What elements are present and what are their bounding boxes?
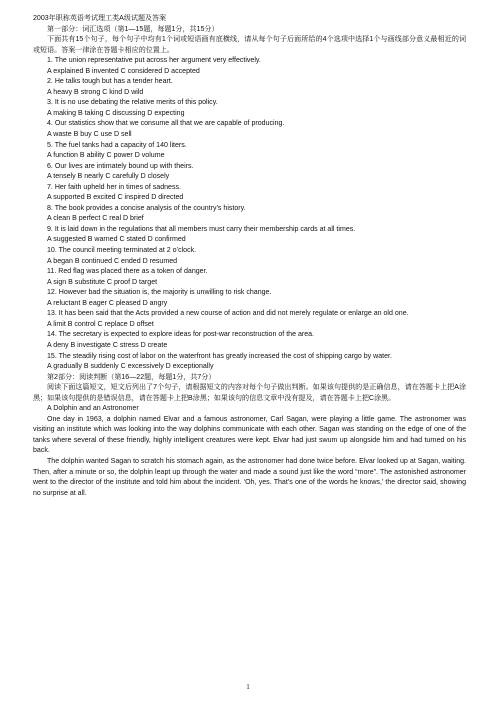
question-stem: 15. The steadily rising cost of labor on the waterfront has greatly increased the cost of shipping cargo by water. — [47, 352, 392, 360]
question-options: A tensely B nearly C carefully D closely — [47, 173, 170, 181]
question-options: A suggested B warned C stated D confirmed — [47, 236, 186, 244]
question-options: A reluctant B eager C pleased D angry — [47, 299, 168, 307]
passage-paragraph: The dolphin wanted Sagan to scratch his stomach again, as the astronomer had done twice before. Elvar looked up at Sagan, waiting. Then, after a minute or so, the dolphin leapt up through the water and made a sound just like the word “more”. The astonished astronomer went to the director of the institute and told him about the incident. ‘Oh, yes. That’s one of the words he knows,’ the director said, showing no surprise at all. — [33, 457, 466, 497]
question-stem: 8. The book provides a concise analysis of the country’s history. — [47, 204, 246, 212]
question-stem: 13. It has been said that the Acts provided a new course of action and did not merely regulate or enlarge an old one. — [47, 310, 409, 318]
question-stem: 9. It is laid down in the regulations that all members must carry their membership cards at all times. — [47, 225, 356, 233]
question-list — [33, 56, 466, 372]
question-options: A making B taking C discussing D expecting — [47, 109, 185, 117]
passage-paragraph: One day in 1963, a dolphin named Elvar and a famous astronomer, Carl Sagan, were playing a little game. The astronomer was visiting an institute which was looking into the way dolphins communicate with each other. Sagan was standing on the edge of one of the tanks where several of these friendly, highly intelligent creatures were kept. Elvar had just swum up alongside him and had turned on his back. — [33, 415, 466, 455]
question-stem: 12. However bad the situation is, the majority is unwilling to risk change. — [47, 289, 272, 297]
question-options: A function B ability C power D volume — [47, 152, 165, 160]
question-options: A deny B investigate C stress D create — [47, 341, 168, 349]
passage-title: A Dolphin and an Astronomer — [47, 405, 139, 413]
question-stem: 2. He talks tough but has a tender heart. — [47, 78, 173, 86]
question-stem: 3. It is no use debating the relative merits of this policy. — [47, 99, 218, 107]
question-options: A supported B excited C inspired D directed — [47, 194, 184, 202]
question-options: A explained B invented C considered D accepted — [47, 67, 200, 75]
question-options: A gradually B suddenly C excessively D exceptionally — [47, 363, 214, 371]
question-stem: 4. Our statistics show that we consume all that we are capable of producing. — [47, 120, 285, 128]
question-stem: 1. The union representative put across her argument very effectively. — [47, 57, 261, 65]
question-stem: 14. The secretary is expected to explore ideas for post-war reconstruction of the area. — [47, 331, 315, 339]
document-title: 2003年职称英语考试理工类A级试题及答案 — [33, 15, 167, 22]
question-options: A waste B buy C use D sell — [47, 131, 132, 139]
question-stem: 11. Red flag was placed there as a token of danger. — [47, 268, 208, 276]
question-options: A heavy B strong C kind D wild — [47, 88, 144, 96]
question-options: A sign B substitute C proof D target — [47, 278, 158, 286]
question-stem: 6. Our lives are intimately bound up with theirs. — [47, 162, 194, 170]
question-stem: 10. The council meeting terminated at 2 o’clock. — [47, 247, 197, 255]
part1-heading: 第一部分：词汇选项（第1—15题，每题1分，共15分） — [47, 25, 219, 33]
page-number: 1 — [246, 683, 250, 691]
question-options: A limit B control C replace D offset — [47, 320, 154, 328]
part2-instructions: 阅读下面这篇短文，短文后列出了7个句子，请根据短文的内容对每个句子做出判断。如果该句提供的是正确信息，请在答题卡上把A涂黑；如果该句提供的是错误信息，请在答题卡上把B涂黑；如果该句的信息文章中没有提及，请在答题卡上把C涂黑。 — [33, 384, 466, 402]
part2-heading: 第2部分：阅读判断（第16—22题，每题1分，共7分） — [47, 373, 216, 381]
question-stem: 5. The fuel tanks had a capacity of 140 liters. — [47, 141, 187, 149]
part1-instructions: 下面共有15个句子，每个句子中均有1个词或短语画有底横线，请从每个句子后面所给的4个选项中选择1个与画线部分意义最相近的词或短语。答案一律涂在答题卡相应的位置上。 — [33, 36, 466, 54]
question-options: A began B continued C ended D resumed — [47, 257, 178, 265]
question-options: A clean B perfect C real D brief — [47, 215, 144, 223]
question-stem: 7. Her faith upheld her in times of sadness. — [47, 183, 181, 191]
